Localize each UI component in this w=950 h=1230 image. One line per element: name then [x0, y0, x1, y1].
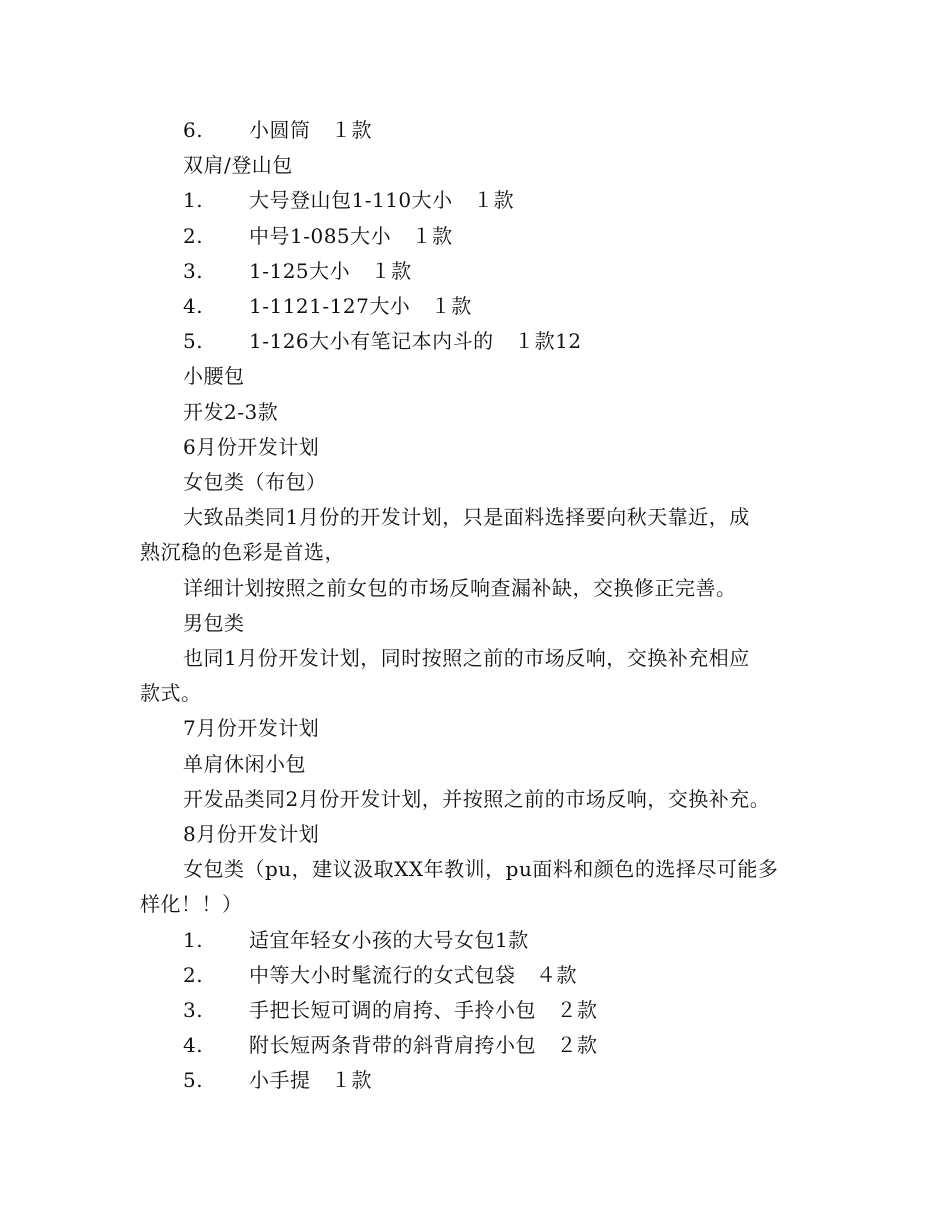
- paragraph-continuation: 款式。: [140, 681, 202, 705]
- list-item-number: 1.: [183, 928, 204, 952]
- paragraph-line: 也同1月份开发计划，同时按照之前的市场反响，交换补充相应: [183, 646, 750, 670]
- list-item-text: 适宜年轻女小孩的大号女包1款: [249, 928, 529, 952]
- list-item-text: 小圆筒 １款: [249, 118, 372, 142]
- list-item-text: 1-126大小有笔记本内斗的 １款12: [249, 329, 582, 353]
- list-item-text: 大号登山包1-110大小 １款: [249, 188, 515, 212]
- list-item-text: 中等大小时髦流行的女式包袋 ４款: [249, 963, 577, 987]
- list-item-number: 3.: [183, 998, 204, 1022]
- list-item-number: 2.: [183, 963, 204, 987]
- paragraph-line: 6月份开发计划: [183, 435, 320, 459]
- list-item-number: 4.: [183, 294, 204, 318]
- paragraph-line: 开发2-3款: [183, 400, 279, 424]
- paragraph-line: 8月份开发计划: [183, 822, 320, 846]
- list-item-text: 1-125大小 １款: [249, 259, 412, 283]
- paragraph-line: 男包类: [183, 611, 245, 635]
- list-item-number: 4.: [183, 1033, 204, 1057]
- list-item-text: 手把长短可调的肩挎、手拎小包 ２款: [249, 998, 598, 1022]
- paragraph-line: 女包类（布包）: [183, 470, 327, 494]
- list-item-number: 2.: [183, 224, 204, 248]
- list-item-number: 5.: [183, 329, 204, 353]
- paragraph-line: 7月份开发计划: [183, 716, 320, 740]
- list-item-text: 中号1-085大小 １款: [249, 224, 453, 248]
- paragraph-line: 详细计划按照之前女包的市场反响查漏补缺，交换修正完善。: [183, 576, 737, 600]
- paragraph-line: 单肩休闲小包: [183, 752, 306, 776]
- paragraph-line: 小腰包: [183, 364, 245, 388]
- list-item-number: 3.: [183, 259, 204, 283]
- list-item-number: 6.: [183, 118, 204, 142]
- list-item-text: 附长短两条背带的斜背肩挎小包 ２款: [249, 1033, 598, 1057]
- paragraph-line: 女包类（pu，建议汲取XX年教训，pu面料和颜色的选择尽可能多: [183, 857, 779, 881]
- list-item-text: 1-1121-127大小 １款: [249, 294, 472, 318]
- list-item-number: 5.: [183, 1068, 204, 1092]
- list-item-text: 小手提 １款: [249, 1068, 372, 1092]
- paragraph-continuation: 样化！！）: [140, 892, 243, 916]
- paragraph-line: 大致品类同1月份的开发计划，只是面料选择要向秋天靠近，成: [183, 505, 750, 529]
- list-item-number: 1.: [183, 188, 204, 212]
- paragraph-continuation: 熟沉稳的色彩是首选，: [140, 540, 345, 564]
- paragraph-line: 开发品类同2月份开发计划，并按照之前的市场反响，交换补充。: [183, 787, 771, 811]
- paragraph-line: 双肩/登山包: [183, 153, 293, 177]
